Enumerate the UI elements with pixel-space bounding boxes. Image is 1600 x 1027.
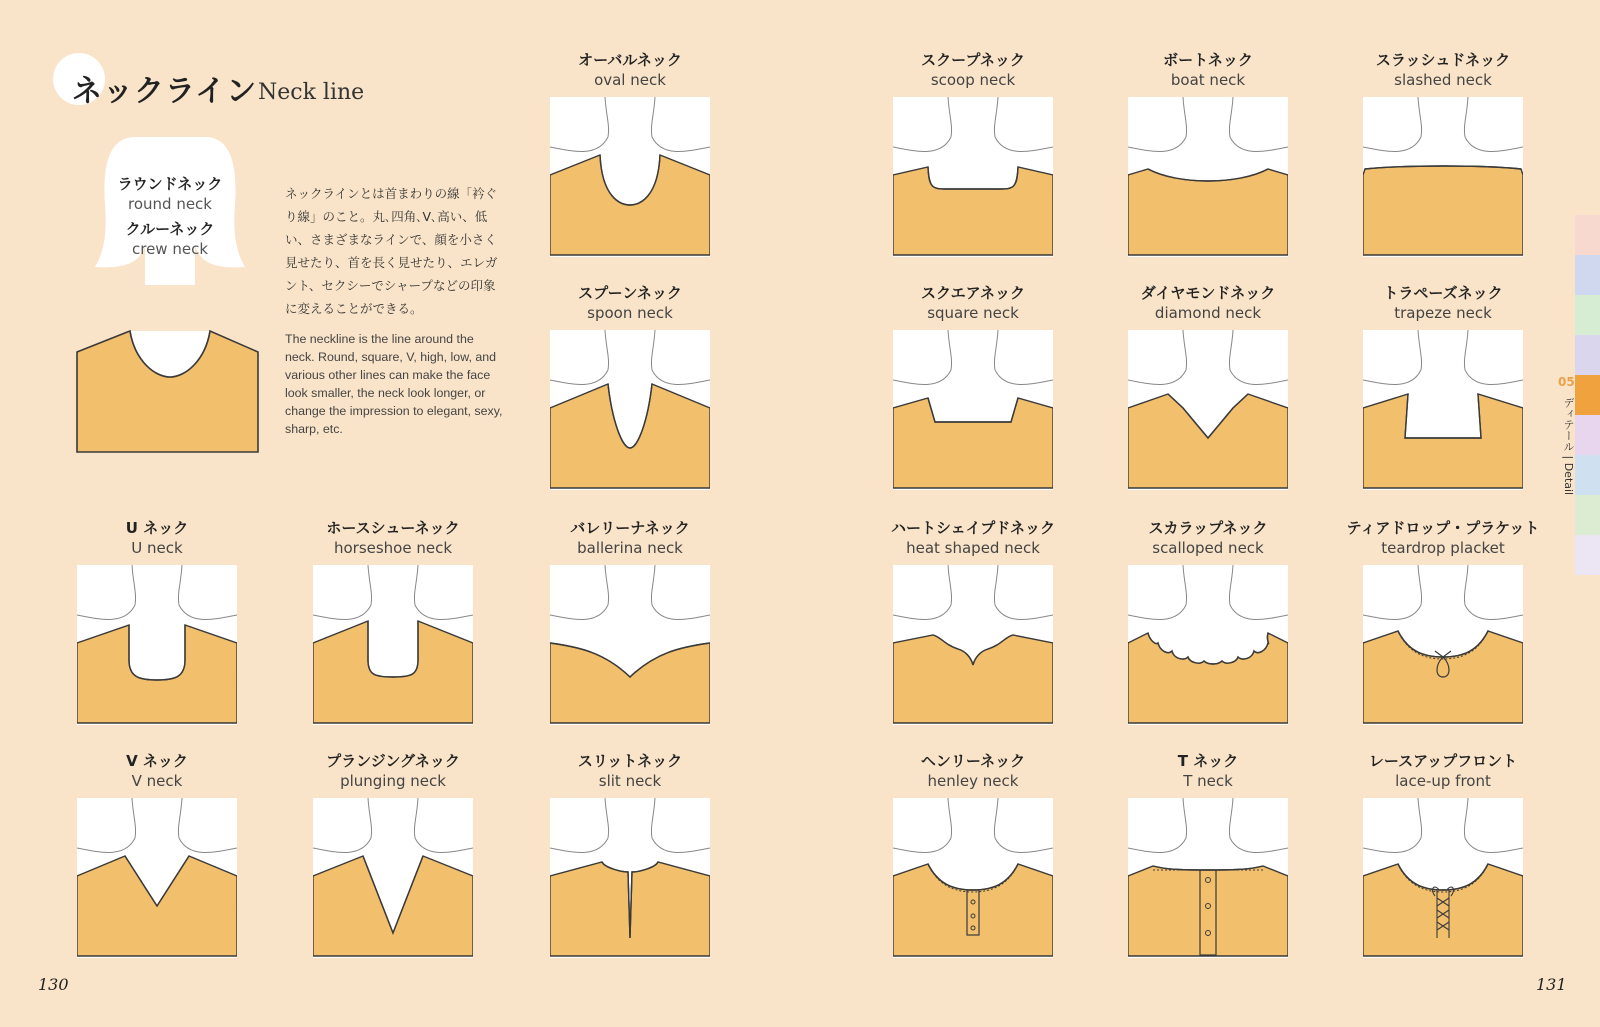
scoop-neckline-icon <box>893 97 1053 257</box>
neckline-label-jp: バレリーナネック <box>570 519 690 537</box>
neckline-illustration <box>1128 97 1288 257</box>
neckline-label <box>520 751 740 791</box>
neckline-label <box>283 751 503 791</box>
neckline-label-en: horseshoe neck <box>333 539 453 557</box>
t-neckline-icon <box>1128 798 1288 958</box>
neckline-label-jp: ティアドロップ・プラケット <box>1346 519 1540 537</box>
ballerina-neckline-icon <box>550 565 710 725</box>
neckline-label-en: T neck <box>1183 772 1233 790</box>
neckline-label <box>1333 50 1553 90</box>
chapter-tab <box>1575 535 1600 575</box>
neckline-illustration <box>893 330 1053 490</box>
slit-neckline-icon <box>550 798 710 958</box>
neckline-illustration <box>313 798 473 958</box>
neckline-label-en: scoop neck <box>930 71 1016 89</box>
u-neckline-icon <box>77 565 237 725</box>
lace-up-front-icon <box>1363 798 1523 958</box>
neckline-illustration <box>77 565 237 725</box>
chapter-tab <box>1575 295 1600 335</box>
page-title: ネックライン <box>72 74 258 109</box>
neckline-label <box>520 50 740 90</box>
page-number-right: 131 <box>1536 975 1567 994</box>
neckline-illustration <box>893 97 1053 257</box>
heart-shaped-neckline-icon <box>893 565 1053 725</box>
neckline-label-jp: T ネック <box>1177 752 1239 770</box>
diamond-neckline-icon <box>1128 330 1288 490</box>
neckline-illustration <box>1128 565 1288 725</box>
hero-label-crew-neck <box>90 219 250 259</box>
scalloped-neckline-icon <box>1128 565 1288 725</box>
neckline-label-en: slashed neck <box>1394 71 1492 89</box>
neckline-illustration <box>1363 565 1523 725</box>
intro-text-english: The neckline is the line around the neck. Round, square, V, high, low, and various other lines can make the face look smaller, the neck look longer, or change the impression to elegant, sexy, sharp, etc. <box>285 332 503 436</box>
neckline-label-jp: レースアップフロント <box>1368 752 1518 770</box>
neckline-label <box>1098 518 1318 558</box>
neckline-illustration <box>550 330 710 490</box>
chapter-number: 05 <box>1558 375 1575 389</box>
neckline-label-jp: ホースシューネック <box>326 519 460 537</box>
chapter-label-jp: ディテール <box>1562 397 1575 452</box>
neckline-illustration <box>77 798 237 958</box>
neckline-illustration <box>1363 798 1523 958</box>
neckline-label-en: spoon neck <box>587 304 673 322</box>
neckline-label <box>47 751 267 791</box>
hero-label-en: round neck <box>128 195 212 213</box>
neckline-label-jp: スクープネック <box>921 51 1025 69</box>
chapter-label-en: Detail <box>1562 462 1575 496</box>
horseshoe-neckline-icon <box>313 565 473 725</box>
neckline-label-jp: スクエアネック <box>920 284 1026 302</box>
trapeze-neckline-icon <box>1363 330 1523 490</box>
neckline-illustration <box>893 798 1053 958</box>
neckline-label <box>1098 283 1318 323</box>
hero-label-en: crew neck <box>131 240 209 258</box>
plunging-neckline-icon <box>313 798 473 958</box>
neckline-label <box>1098 751 1318 791</box>
chapter-label: ディテール | Detail <box>1562 397 1575 496</box>
neckline-label-en: ballerina neck <box>577 539 683 557</box>
neckline-label-en: V neck <box>131 772 183 790</box>
hero-label-round-neck <box>90 174 250 214</box>
neckline-illustration <box>893 565 1053 725</box>
neckline-illustration <box>1363 97 1523 257</box>
neckline-label-jp: スラッシュドネック <box>1375 51 1511 69</box>
neckline-illustration <box>1128 330 1288 490</box>
chapter-tab <box>1575 455 1600 495</box>
neckline-illustration <box>1363 330 1523 490</box>
chapter-tabs <box>1575 215 1600 620</box>
page-number-left: 130 <box>38 975 69 994</box>
neckline-label <box>1098 50 1318 90</box>
hero-label-jp: ラウンドネック <box>117 175 223 193</box>
neckline-label-en: scalloped neck <box>1152 539 1264 557</box>
neckline-label <box>1333 518 1553 558</box>
chapter-tab <box>1575 335 1600 375</box>
neckline-label <box>47 518 267 558</box>
neckline-label <box>1333 283 1553 323</box>
neckline-label-en: plunging neck <box>340 772 446 790</box>
square-neckline-icon <box>893 330 1053 490</box>
neckline-label-en: square neck <box>927 304 1019 322</box>
neckline-label <box>863 50 1083 90</box>
neckline-label-jp: スカラップネック <box>1148 519 1268 537</box>
hero-label-jp: クルーネック <box>125 220 215 238</box>
neckline-label-jp: オーバルネック <box>578 51 682 69</box>
neckline-label-en: U neck <box>131 539 183 557</box>
neckline-label <box>520 518 740 558</box>
teardrop-placket-icon <box>1363 565 1523 725</box>
neckline-label-en: trapeze neck <box>1394 304 1492 322</box>
neckline-label-jp: V ネック <box>126 752 188 770</box>
slashed-neckline-icon <box>1363 97 1523 257</box>
neckline-label-jp: ボートネック <box>1163 51 1253 69</box>
neckline-label <box>863 518 1083 558</box>
oval-neckline-icon <box>550 97 710 257</box>
neckline-label-jp: プランジングネック <box>326 752 460 770</box>
neckline-label <box>520 283 740 323</box>
neckline-label-jp: ヘンリーネック <box>920 752 1026 770</box>
intro-text-japanese: ネックラインとは首まわりの線「衿ぐり線」のこと。丸､四角､V､高い、低い、さまざまなラインで、顔を小さく見せたり、首を長く見せたり、エレガント、セクシーでシャープなどの印象に変えることができる。 <box>285 186 498 316</box>
neckline-label-jp: スプーンネック <box>578 284 682 302</box>
neckline-label-en: slit neck <box>598 772 662 790</box>
neckline-label-jp: トラペーズネック <box>1383 284 1503 302</box>
neckline-label <box>1333 751 1553 791</box>
neckline-illustration <box>550 565 710 725</box>
neckline-label-en: heat shaped neck <box>906 539 1040 557</box>
henley-neckline-icon <box>893 798 1053 958</box>
neckline-label <box>863 751 1083 791</box>
neckline-label-en: lace-up front <box>1395 772 1491 790</box>
neckline-label-en: oval neck <box>594 71 666 89</box>
neckline-label-en: diamond neck <box>1154 304 1262 322</box>
chapter-index <box>1558 375 1575 496</box>
neckline-label-jp: ダイヤモンドネック <box>1140 284 1276 302</box>
neckline-label-jp: スリットネック <box>577 752 683 770</box>
neckline-label-en: boat neck <box>1170 71 1246 89</box>
chapter-tab <box>1575 495 1600 535</box>
chapter-tab <box>1575 375 1600 415</box>
chapter-tab <box>1575 415 1600 455</box>
neckline-illustration <box>550 97 710 257</box>
neckline-label <box>863 283 1083 323</box>
neckline-label-jp: U ネック <box>125 519 189 537</box>
neckline-illustration <box>550 798 710 958</box>
neckline-label-jp: ハートシェイプドネック <box>890 519 1056 537</box>
page-title-english: Neck line <box>258 80 365 105</box>
v-neckline-icon <box>77 798 237 958</box>
neckline-label-en: teardrop placket <box>1381 539 1505 557</box>
neckline-illustration <box>313 565 473 725</box>
spoon-neckline-icon <box>550 330 710 490</box>
neckline-label-en: henley neck <box>927 772 1019 790</box>
boat-neckline-icon <box>1128 97 1288 257</box>
neckline-label <box>283 518 503 558</box>
chapter-tab <box>1575 215 1600 255</box>
chapter-tab <box>1575 255 1600 295</box>
neckline-illustration <box>1128 798 1288 958</box>
